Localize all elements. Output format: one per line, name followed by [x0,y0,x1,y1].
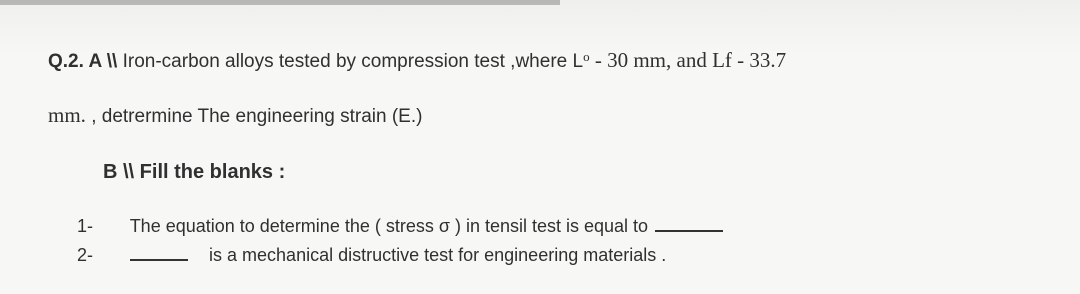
fill-blank-number-2: 2- [77,245,94,265]
question-a-unit: mm. [48,103,86,127]
question-a-line-1 [48,48,786,73]
fill-blank-number-1: 1- [77,216,94,236]
fill-blank-text-1: The equation to determine the ( stress σ ) in tensil test is equal to [129,216,649,236]
fill-blank-item-1 [77,216,723,237]
answer-blank-2[interactable] [130,259,188,261]
question-a-dash: - [594,48,608,72]
question-a-values: 30 mm, and Lf - 33.7 [607,48,787,72]
answer-blank-1[interactable] [655,230,723,232]
top-border-line [0,0,560,5]
fill-blank-text-2: is a mechanical distructive test for engineering materials . [209,245,667,265]
question-label: Q.2. A \\ [48,51,123,72]
question-a-subscript: o [583,49,590,64]
fill-blank-item-2 [77,245,666,266]
question-a-line-2-text: , detrermine The engineering strain (E.) [91,106,423,127]
section-b-heading: B \\ Fill the blanks : [103,161,286,183]
question-a-text: Iron-carbon alloys tested by compression test ,where L [122,51,584,72]
question-a-line-2 [48,103,422,128]
